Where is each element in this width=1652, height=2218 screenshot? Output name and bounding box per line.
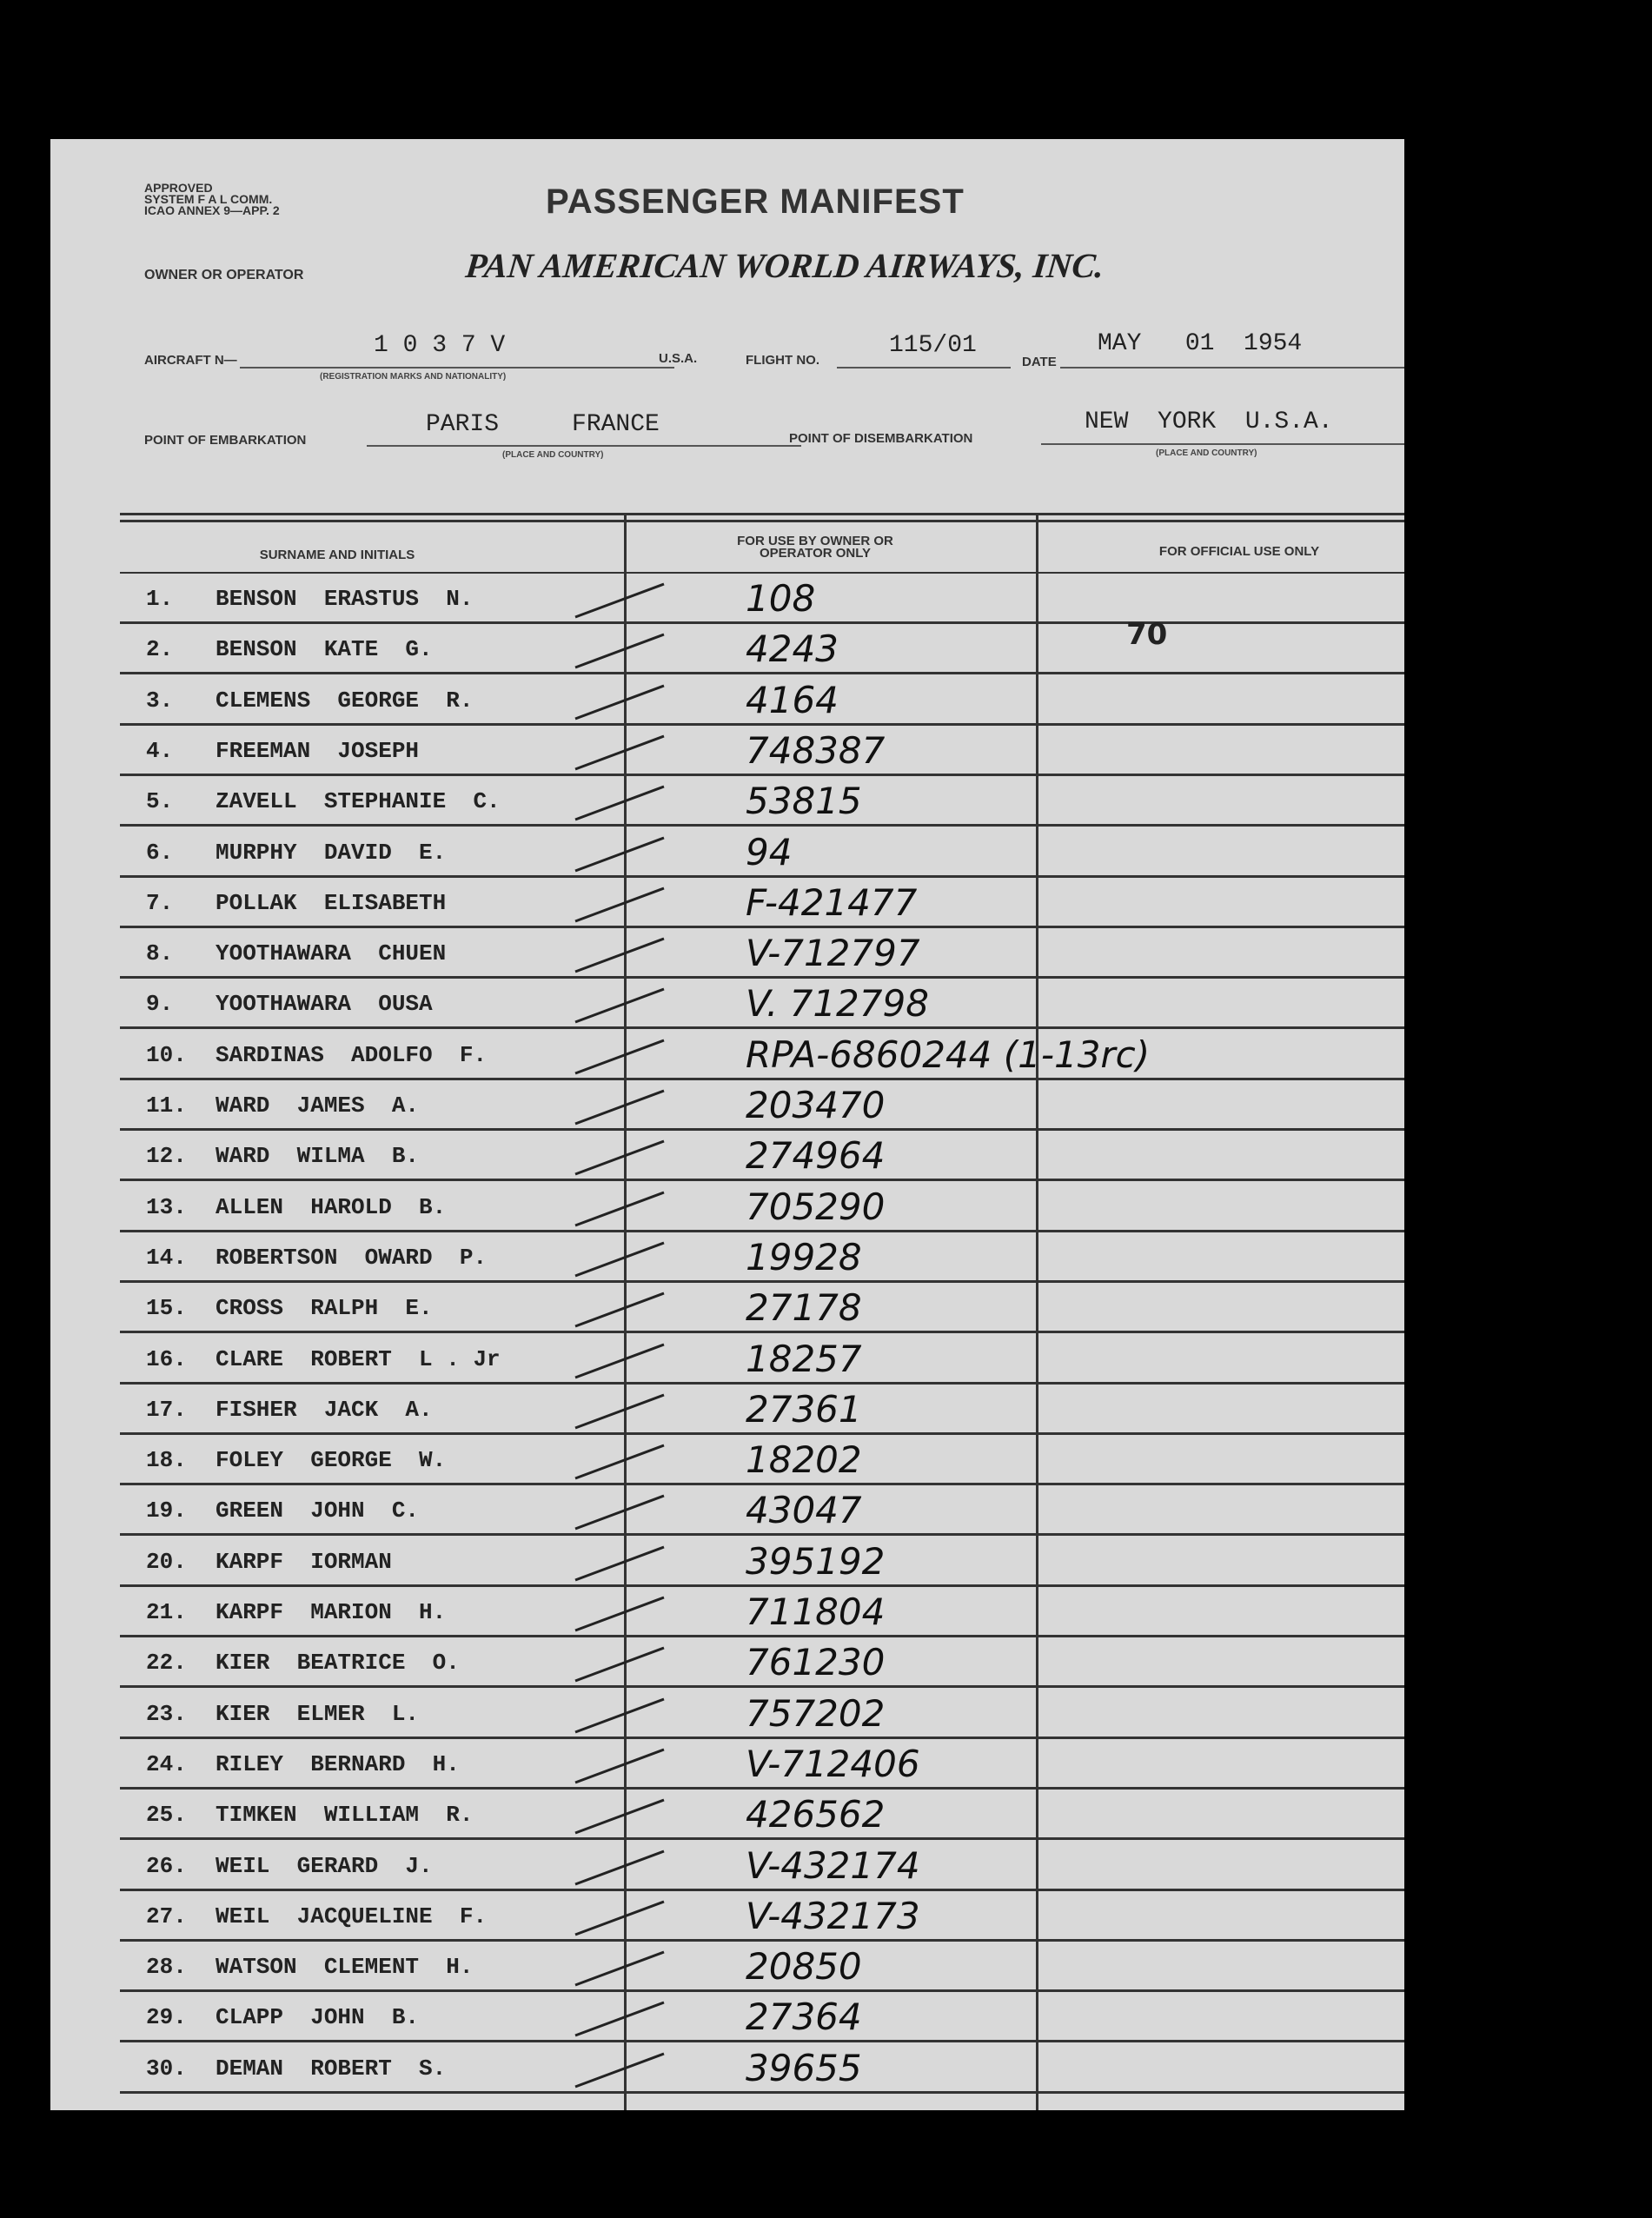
check-mark-icon [572, 1949, 667, 1987]
check-mark-icon [572, 1898, 667, 1936]
manifest-sheet [50, 139, 1404, 2110]
operator-name: PAN AMERICAN WORLD AIRWAYS, INC. [463, 246, 1106, 285]
passenger-row [120, 878, 1404, 928]
handwritten-note: 757202 [746, 1691, 886, 1735]
passenger-row [120, 979, 1404, 1029]
embark-note: (PLACE AND COUNTRY) [502, 450, 604, 460]
passenger-row [120, 1385, 1404, 1435]
handwritten-note: 27178 [746, 1286, 862, 1330]
flight-underline [837, 367, 1011, 369]
handwritten-note: 426562 [746, 1793, 886, 1836]
handwritten-note: 43047 [746, 1489, 862, 1532]
passenger-name: BENSON KATE G. [216, 636, 433, 663]
passenger-row [120, 624, 1404, 674]
handwritten-note: 94 [746, 830, 793, 873]
handwritten-note: 20850 [746, 1945, 862, 1989]
check-mark-icon [572, 1594, 667, 1632]
passenger-number: 28. [146, 1954, 187, 1981]
check-mark-icon [572, 1544, 667, 1582]
passenger-name: CLEMENS GEORGE R. [216, 687, 474, 714]
check-mark-icon [572, 1746, 667, 1784]
passenger-row [120, 1637, 1404, 1688]
page-title: PASSENGER MANIFEST [546, 183, 965, 221]
passenger-name: YOOTHAWARA CHUEN [216, 940, 447, 967]
passenger-number: 3. [146, 687, 174, 714]
date-underline [1060, 367, 1404, 369]
passenger-row [120, 928, 1404, 979]
passenger-name: KIER BEATRICE O. [216, 1650, 460, 1677]
passenger-row [120, 1030, 1404, 1080]
check-mark-icon [572, 682, 667, 721]
passenger-number: 23. [146, 1700, 187, 1727]
passenger-number: 20. [146, 1548, 187, 1575]
check-mark-icon [572, 1087, 667, 1126]
passenger-number: 11. [146, 1092, 187, 1119]
passenger-name: WEIL GERARD J. [216, 1852, 433, 1879]
handwritten-note: 27364 [746, 1996, 862, 2039]
passenger-number: 2. [146, 636, 174, 663]
passenger-name: WARD JAMES A. [216, 1092, 420, 1119]
handwritten-note: V-712406 [746, 1742, 920, 1785]
embark-value: PARIS FRANCE [426, 411, 660, 438]
passenger-row [120, 1992, 1404, 2042]
passenger-name: FISHER JACK A. [216, 1396, 433, 1423]
passenger-row [120, 574, 1404, 624]
passenger-number: 7. [146, 889, 174, 916]
passenger-number: 21. [146, 1599, 187, 1625]
passenger-name: WEIL JACQUELINE F. [216, 1903, 488, 1929]
handwritten-note: 4164 [746, 678, 839, 721]
col-surname-header: SURNAME AND INITIALS [259, 548, 415, 562]
handwritten-note: 711804 [746, 1590, 886, 1633]
passenger-row [120, 2043, 1404, 2094]
handwritten-note: 761230 [746, 1641, 886, 1684]
handwritten-note: V. 712798 [746, 982, 929, 1026]
passenger-number: 19. [146, 1497, 187, 1524]
check-mark-icon [572, 631, 667, 669]
embark-label: POINT OF EMBARKATION [144, 433, 307, 448]
passenger-number: 27. [146, 1903, 187, 1929]
handwritten-note: 203470 [746, 1084, 886, 1126]
passenger-number: 22. [146, 1650, 187, 1677]
passenger-name: CROSS RALPH E. [216, 1295, 433, 1322]
passenger-name: MURPHY DAVID E. [216, 839, 447, 866]
passenger-row [120, 675, 1404, 726]
passenger-name: POLLAK ELISABETH [216, 889, 447, 916]
passenger-name: FREEMAN JOSEPH [216, 737, 420, 764]
aircraft-label: AIRCRAFT N— [144, 353, 237, 368]
passenger-number: 26. [146, 1852, 187, 1879]
approval-line: SYSTEM F A L COMM. [144, 192, 273, 206]
disembark-label: POINT OF DISEMBARKATION [789, 431, 973, 446]
passenger-row [120, 1131, 1404, 1181]
disembark-value: NEW YORK U.S.A. [1085, 408, 1333, 435]
check-mark-icon [572, 1442, 667, 1480]
passenger-number: 18. [146, 1447, 187, 1474]
check-mark-icon [572, 2050, 667, 2089]
handwritten-note: 18257 [746, 1337, 862, 1380]
passenger-number: 14. [146, 1244, 187, 1271]
check-mark-icon [572, 581, 667, 619]
check-mark-icon [572, 1796, 667, 1835]
passenger-number: 15. [146, 1295, 187, 1322]
passenger-number: 30. [146, 2055, 187, 2082]
passenger-name: CLAPP JOHN B. [216, 2004, 420, 2031]
passenger-row [120, 1232, 1404, 1283]
passenger-row [120, 1841, 1404, 1891]
registration-note: (REGISTRATION MARKS AND NATIONALITY) [320, 372, 507, 382]
official-note: 70 [1126, 617, 1168, 652]
check-mark-icon [572, 1391, 667, 1430]
passenger-name: KARPF IORMAN [216, 1548, 392, 1575]
check-mark-icon [572, 1848, 667, 1886]
passenger-name: FOLEY GEORGE W. [216, 1447, 447, 1474]
handwritten-note: 395192 [746, 1539, 886, 1583]
disembark-note: (PLACE AND COUNTRY) [1156, 448, 1257, 458]
check-mark-icon [572, 986, 667, 1024]
handwritten-note: 39655 [746, 2046, 862, 2089]
passenger-row [120, 827, 1404, 878]
passenger-number: 10. [146, 1041, 187, 1068]
passenger-number: 16. [146, 1345, 187, 1372]
check-mark-icon [572, 1037, 667, 1075]
check-mark-icon [572, 1341, 667, 1379]
check-mark-icon [572, 885, 667, 923]
passenger-name: DEMAN ROBERT S. [216, 2055, 447, 2082]
passenger-row [120, 1891, 1404, 1942]
passenger-number: 1. [146, 586, 174, 612]
handwritten-note: V-432174 [746, 1843, 920, 1887]
passenger-row [120, 1537, 1404, 1587]
passenger-number: 4. [146, 737, 174, 764]
date-value: MAY 01 1954 [1098, 330, 1303, 357]
passenger-row [120, 1790, 1404, 1840]
header-rule-top [120, 513, 1404, 515]
handwritten-note: 18202 [746, 1438, 862, 1482]
check-mark-icon [572, 1999, 667, 2037]
passenger-name: KARPF MARION H. [216, 1599, 447, 1625]
handwritten-note: 748387 [746, 728, 886, 772]
flight-value: 115/01 [889, 332, 977, 359]
passenger-name: GREEN JOHN C. [216, 1497, 420, 1524]
col-official-header: FOR OFFICIAL USE ONLY [1158, 544, 1320, 559]
check-mark-icon [572, 783, 667, 821]
handwritten-note: 4243 [746, 628, 839, 671]
passenger-name: WARD WILMA B. [216, 1143, 420, 1170]
handwritten-note: 274964 [746, 1134, 886, 1178]
check-mark-icon [572, 1696, 667, 1734]
header-rule-bottom [120, 520, 1404, 522]
passenger-name: SARDINAS ADOLFO F. [216, 1041, 488, 1068]
passenger-row [120, 1689, 1404, 1739]
aircraft-value: 1 0 3 7 V [374, 332, 506, 359]
passenger-number: 24. [146, 1750, 187, 1777]
passenger-number: 17. [146, 1396, 187, 1423]
owner-label: OWNER OR OPERATOR [144, 268, 304, 282]
check-mark-icon [572, 1492, 667, 1531]
passenger-row [120, 1283, 1404, 1333]
passenger-row [120, 776, 1404, 827]
flight-label: FLIGHT NO. [746, 353, 819, 368]
check-mark-icon [572, 1644, 667, 1683]
passenger-name: TIMKEN WILLIAM R. [216, 1802, 474, 1829]
handwritten-note: 705290 [746, 1185, 886, 1228]
handwritten-note: 27361 [746, 1387, 862, 1431]
passenger-row [120, 1334, 1404, 1385]
aircraft-underline [240, 367, 674, 369]
date-label: DATE [1022, 355, 1057, 369]
passenger-number: 5. [146, 788, 174, 815]
passenger-number: 29. [146, 2004, 187, 2031]
passenger-number: 8. [146, 940, 174, 967]
check-mark-icon [572, 935, 667, 973]
handwritten-note: V-712797 [746, 932, 920, 975]
disembark-underline [1041, 443, 1404, 445]
passenger-row [120, 1739, 1404, 1790]
handwritten-note: V-432173 [746, 1894, 920, 1937]
check-mark-icon [572, 834, 667, 873]
passenger-number: 25. [146, 1802, 187, 1829]
handwritten-note: F-421477 [746, 880, 918, 924]
check-mark-icon [572, 733, 667, 771]
handwritten-note: 108 [746, 577, 816, 620]
approval-block [144, 183, 280, 216]
passenger-name: ZAVELL STEPHANIE C. [216, 788, 501, 815]
passenger-row [120, 1182, 1404, 1232]
passenger-number: 6. [146, 839, 174, 866]
row-rule [120, 2091, 1404, 2094]
passenger-name: YOOTHAWARA OUSA [216, 991, 433, 1018]
passenger-row [120, 1080, 1404, 1131]
passenger-row [120, 1435, 1404, 1485]
usa-label: U.S.A. [659, 351, 698, 366]
approval-line: ICAO ANNEX 9—APP. 2 [144, 203, 280, 217]
passenger-number: 13. [146, 1193, 187, 1220]
passenger-name: BENSON ERASTUS N. [216, 586, 474, 612]
passenger-name: WATSON CLEMENT H. [216, 1954, 474, 1981]
passenger-name: RILEY BERNARD H. [216, 1750, 460, 1777]
passenger-row [120, 1485, 1404, 1536]
approval-line: APPROVED [144, 181, 213, 195]
handwritten-note: RPA-6860244 (1-13rc) [746, 1033, 1151, 1076]
passenger-name: ALLEN HAROLD B. [216, 1193, 447, 1220]
col-owner-header: FOR USE BY OWNER OR OPERATOR ONLY [737, 534, 893, 561]
passenger-name: ROBERTSON OWARD P. [216, 1244, 488, 1271]
passenger-number: 9. [146, 991, 174, 1018]
passenger-row [120, 726, 1404, 776]
passenger-name: KIER ELMER L. [216, 1700, 420, 1727]
handwritten-note: 53815 [746, 780, 862, 823]
embark-underline [367, 445, 801, 447]
check-mark-icon [572, 1290, 667, 1328]
passenger-number: 12. [146, 1143, 187, 1170]
passenger-name: CLARE ROBERT L . Jr [216, 1345, 501, 1372]
check-mark-icon [572, 1239, 667, 1278]
handwritten-note: 19928 [746, 1235, 862, 1278]
check-mark-icon [572, 1189, 667, 1227]
passenger-row [120, 1587, 1404, 1637]
passenger-row [120, 1942, 1404, 1992]
check-mark-icon [572, 1138, 667, 1176]
